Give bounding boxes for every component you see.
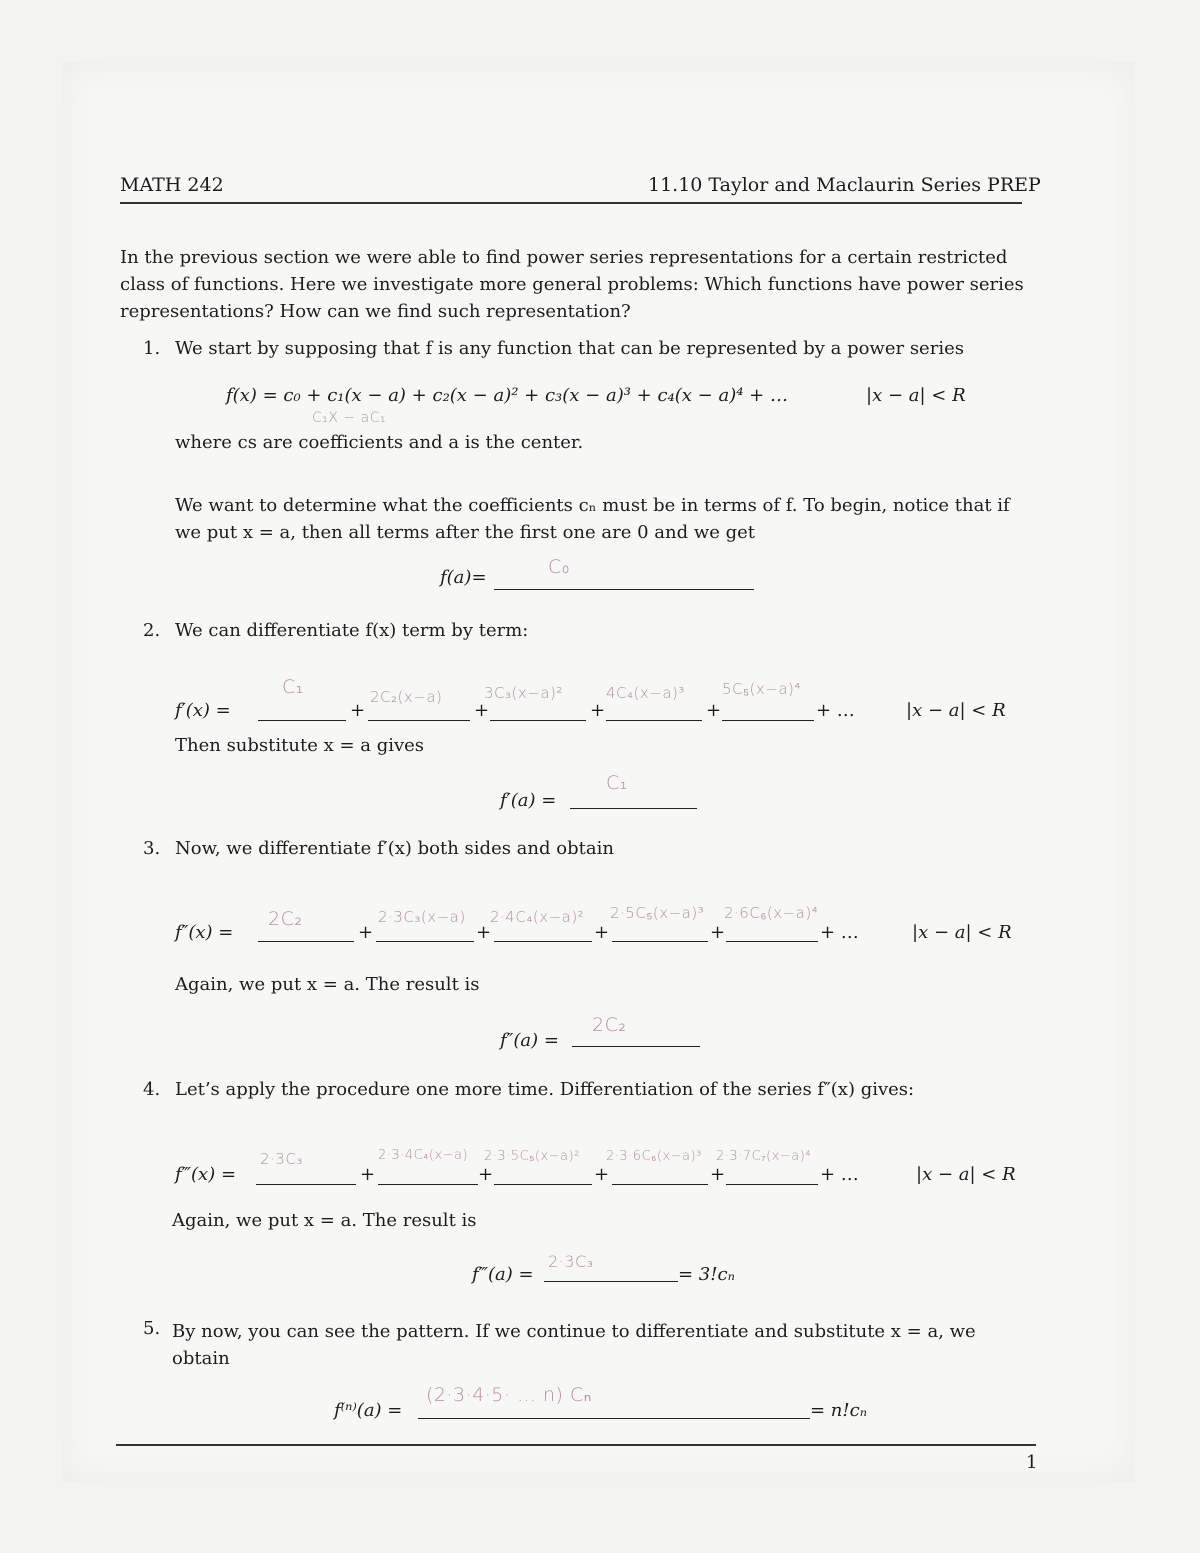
q3-hw-term-3: 2·4C₄(x−a)² bbox=[490, 908, 585, 926]
q3-hw-term-4: 2·5C₅(x−a)³ bbox=[610, 904, 705, 922]
q4-condition: |x − a| < R bbox=[916, 1164, 1016, 1185]
q5-rhs: = n!cₙ bbox=[810, 1400, 868, 1421]
q4-plus-4: + bbox=[710, 1164, 726, 1185]
q2-lhs: f′(x) = bbox=[175, 700, 231, 721]
q4-again: Again, we put x = a. The result is bbox=[172, 1210, 477, 1231]
q5-text: By now, you can see the pattern. If we continue to differentiate and substitute x = a, we obtain bbox=[172, 1321, 976, 1369]
q3-handwritten-answer: 2C₂ bbox=[592, 1014, 627, 1036]
q3-blank-1[interactable] bbox=[258, 941, 354, 942]
q4-handwritten-answer: 2·3C₃ bbox=[548, 1252, 594, 1271]
intro-paragraph: In the previous section we were able to find power series representations for a certain restricted class of functions. Here we investigate more general problems: Which functions have power series representations? How can we find such representation? bbox=[120, 247, 1024, 322]
q2-condition: |x − a| < R bbox=[906, 700, 1006, 721]
q4-ftripleprime-a: f‴(a) = bbox=[472, 1264, 534, 1285]
q3-blank-3[interactable] bbox=[494, 941, 592, 942]
q1-number: 1. bbox=[143, 338, 161, 359]
q2-tail: + … bbox=[816, 700, 855, 721]
q4-hw-term-5: 2·3·7C₇(x−a)⁴ bbox=[716, 1149, 812, 1164]
q3-again: Again, we put x = a. The result is bbox=[175, 974, 480, 995]
q3-answer-blank[interactable] bbox=[572, 1046, 700, 1047]
q1-paragraph-2: We want to determine what the coefficients cₙ must be in terms of f. To begin, notice that if we put x = a, then all terms after the first one are 0 and we get bbox=[175, 495, 1010, 543]
q3-plus-2: + bbox=[476, 922, 492, 943]
q3-hw-term-5: 2·6C₆(x−a)⁴ bbox=[724, 904, 819, 922]
q4-blank-1[interactable] bbox=[256, 1184, 356, 1185]
q3-hw-term-2: 2·3C₃(x−a) bbox=[378, 908, 466, 926]
q4-hw-term-2: 2·3·4C₄(x−a) bbox=[378, 1148, 469, 1163]
q4-blank-3[interactable] bbox=[494, 1184, 592, 1185]
q3-lhs: f″(x) = bbox=[175, 922, 234, 943]
q2-hw-term-5: 5C₅(x−a)⁴ bbox=[722, 680, 801, 698]
q4-hw-term-1: 2·3C₃ bbox=[260, 1150, 303, 1168]
q1-condition: |x − a| < R bbox=[866, 385, 966, 406]
q2-answer-blank[interactable] bbox=[570, 808, 697, 809]
q2-fprime-a: f′(a) = bbox=[500, 790, 557, 811]
q2-hw-term-2: 2C₂(x−a) bbox=[370, 688, 443, 706]
q4-lhs: f‴(x) = bbox=[175, 1164, 237, 1185]
q4-text: Let’s apply the procedure one more time. Differentiation of the series f″(x) gives: bbox=[175, 1079, 915, 1100]
course-label: MATH 242 bbox=[120, 174, 224, 196]
q3-plus-3: + bbox=[594, 922, 610, 943]
q3-tail: + … bbox=[820, 922, 859, 943]
q3-number: 3. bbox=[143, 838, 161, 859]
q4-tail: + … bbox=[820, 1164, 859, 1185]
q2-blank-3[interactable] bbox=[490, 720, 586, 721]
q2-blank-2[interactable] bbox=[368, 720, 470, 721]
q2-hw-term-1: C₁ bbox=[282, 676, 304, 698]
q1-where: where cs are coefficients and a is the center. bbox=[175, 432, 584, 453]
q2-blank-1[interactable] bbox=[258, 720, 346, 721]
q4-plus-3: + bbox=[594, 1164, 610, 1185]
q1-handwritten-note: C₁X − aC₁ bbox=[312, 410, 387, 426]
q1-text: We start by supposing that f is any function that can be represented by a power series bbox=[175, 338, 964, 359]
q3-condition: |x − a| < R bbox=[912, 922, 1012, 943]
q2-plus-1: + bbox=[350, 700, 366, 721]
q2-plus-3: + bbox=[590, 700, 606, 721]
q4-hw-term-4: 2·3·6C₆(x−a)³ bbox=[606, 1149, 702, 1164]
page-number: 1 bbox=[1026, 1452, 1038, 1473]
q5-handwritten-answer: (2·3·4·5· … n) Cₙ bbox=[426, 1384, 592, 1406]
q4-blank-5[interactable] bbox=[726, 1184, 818, 1185]
q4-plus-1: + bbox=[360, 1164, 376, 1185]
q5-number: 5. bbox=[143, 1318, 161, 1339]
q4-answer-blank[interactable] bbox=[544, 1281, 678, 1282]
header-rule bbox=[120, 202, 1022, 204]
footer-rule bbox=[116, 1444, 1036, 1446]
q5-lhs: f⁽ⁿ⁾(a) = bbox=[334, 1400, 403, 1421]
q4-blank-2[interactable] bbox=[378, 1184, 478, 1185]
q2-hw-term-3: 3C₃(x−a)² bbox=[484, 684, 563, 702]
q4-hw-term-3: 2·3·5C₅(x−a)² bbox=[484, 1149, 580, 1164]
q3-blank-5[interactable] bbox=[726, 941, 818, 942]
q3-fdoubleprime-a: f″(a) = bbox=[500, 1030, 559, 1051]
q2-plus-2: + bbox=[474, 700, 490, 721]
q3-plus-4: + bbox=[710, 922, 726, 943]
q4-plus-2: + bbox=[478, 1164, 494, 1185]
q2-then: Then substitute x = a gives bbox=[175, 735, 425, 756]
q1-answer-blank[interactable] bbox=[494, 589, 754, 590]
q3-blank-2[interactable] bbox=[376, 941, 474, 942]
section-title: 11.10 Taylor and Maclaurin Series PREP bbox=[648, 174, 1041, 196]
q2-plus-4: + bbox=[706, 700, 722, 721]
q3-plus-1: + bbox=[358, 922, 374, 943]
q2-handwritten-answer: C₁ bbox=[606, 772, 628, 794]
q5-answer-blank[interactable] bbox=[418, 1418, 810, 1419]
q3-text: Now, we differentiate f′(x) both sides and obtain bbox=[175, 838, 614, 859]
q1-fa-label: f(a)= bbox=[440, 567, 487, 588]
q4-number: 4. bbox=[143, 1079, 161, 1100]
q2-text: We can differentiate f(x) term by term: bbox=[175, 620, 529, 641]
q3-hw-term-1: 2C₂ bbox=[268, 908, 303, 930]
q2-hw-term-4: 4C₄(x−a)³ bbox=[606, 684, 685, 702]
q3-blank-4[interactable] bbox=[612, 941, 708, 942]
q1-series: f(x) = c₀ + c₁(x − a) + c₂(x − a)² + c₃(x − a)³ + c₄(x − a)⁴ + … bbox=[226, 385, 788, 406]
q2-number: 2. bbox=[143, 620, 161, 641]
q1-handwritten-answer: C₀ bbox=[548, 556, 570, 578]
q2-blank-5[interactable] bbox=[722, 720, 814, 721]
q4-rhs: = 3!cₙ bbox=[678, 1264, 735, 1285]
q2-blank-4[interactable] bbox=[606, 720, 702, 721]
q4-blank-4[interactable] bbox=[612, 1184, 708, 1185]
